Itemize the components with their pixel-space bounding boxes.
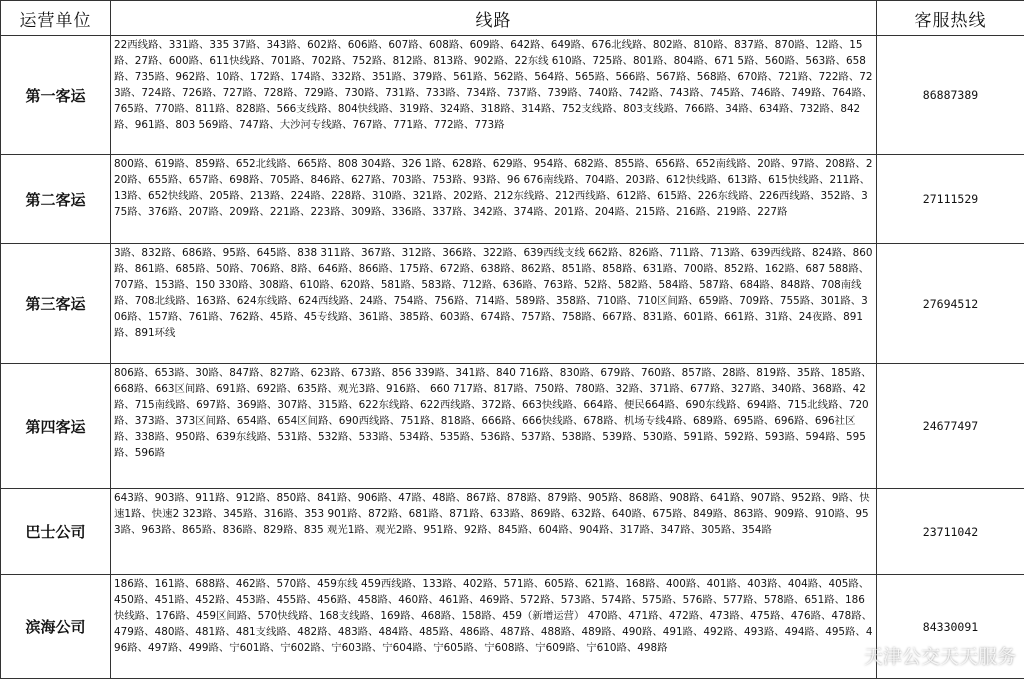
- header-unit: 运营单位: [1, 1, 111, 36]
- route-list: 800路、619路、859路、652北线路、665路、808 304路、326 1路、628路、629路、954路、682路、855路、656路、652南线路、20路、97路、208路、220路、655路、657路、698路、705路、846路、627路、703路、753路、93路、96 676南线路、704路、203路、612快线路、613路、615快线路、211路、13路、652快线路、205路、213路、224路、228路、310路、321路、202路、212东线路、212西线路、612路、615路、226东线路、226西线路、352路、375路、376路、207路、209路、221路、223路、309路、336路、337路、342路、374路、201路、204路、215路、216路、219路、227路: [111, 155, 877, 244]
- route-list: 643路、903路、911路、912路、850路、841路、906路、47路、48路、867路、878路、879路、905路、868路、908路、641路、907路、952路、9路、快速1路、快速2 323路、345路、316路、353 901路、872路、681路、871路、633路、869路、632路、640路、675路、849路、863路、909路、910路、953路、963路、865路、836路、829路、835 观光1路、观光2路、951路、92路、845路、604路、904路、317路、347路、305路、354路: [111, 489, 877, 575]
- hotline-number: 24677497: [877, 364, 1024, 489]
- route-list: 3路、832路、686路、95路、645路、838 311路、367路、312路、366路、322路、639西线支线 662路、826路、711路、713路、639西线路、824路、860路、861路、685路、50路、706路、8路、646路、866路、175路、672路、638路、862路、851路、858路、631路、700路、852路、162路、687 588路、707路、153路、150 330路、308路、610路、620路、581路、583路、712路、636路、763路、52路、582路、584路、587路、684路、848路、708南线路、708北线路、163路、624东线路、624西线路、24路、754路、756路、714路、589路、358路、710路、710区间路、659路、709路、755路、301路、306路、157路、761路、762路、45路、45专线路、361路、385路、603路、674路、757路、758路、667路、831路、601路、661路、31路、24夜路、891路、891环线: [111, 244, 877, 364]
- weibo-watermark: [838, 642, 1016, 669]
- hotline-number: 84330091: [877, 575, 1024, 679]
- operator-name: 第三客运: [1, 244, 111, 364]
- operator-name: 第四客运: [1, 364, 111, 489]
- operator-name: 滨海公司: [1, 575, 111, 679]
- hotline-number: 27694512: [877, 244, 1024, 364]
- hotline-number: 23711042: [877, 489, 1024, 575]
- route-list: 22西线路、331路、335 37路、343路、602路、606路、607路、608路、609路、642路、649路、676北线路、802路、810路、837路、870路、12路、15路、27路、600路、611快线路、701路、702路、752路、812路、813路、902路、22东线 610路、725路、801路、804路、671 5路、560路、563路、658路、735路、962路、10路、172路、174路、332路、351路、379路、561路、562路、564路、565路、566路、567路、568路、670路、721路、722路、723路、724路、726路、727路、728路、729路、730路、731路、733路、734路、737路、739路、740路、742路、743路、745路、746路、749路、764路、765路、770路、811路、828路、566支线路、804快线路、319路、324路、318路、314路、752支线路、803支线路、766路、34路、634路、732路、842路、961路、803 569路、747路、大沙河专线路、767路、771路、772路、773路: [111, 36, 877, 155]
- weibo-icon: [838, 647, 860, 665]
- operator-name: 第一客运: [1, 36, 111, 155]
- route-list: 806路、653路、30路、847路、827路、623路、673路、856 339路、341路、840 716路、830路、679路、760路、857路、28路、819路、35路、185路、668路、663区间路、691路、692路、635路、观光3路、916路、 660 717路、817路、750路、780路、32路、371路、677路、327路、340路、368路、42路、715南线路、697路、369路、307路、315路、622东线路、622西线路、372路、663快线路、664路、便民664路、690东线路、694路、715北线路、720路、373路、373区间路、654路、654区间路、690西线路、751路、818路、666路、666快线路、678路、机场专线4路、689路、695路、696路、696社区路、338路、950路、639东线路、531路、532路、533路、534路、535路、536路、537路、538路、539路、530路、591路、592路、593路、594路、595路、596路: [111, 364, 877, 489]
- table-row: [1, 155, 1024, 244]
- header-row: [1, 1, 1024, 36]
- table-row: [1, 36, 1024, 155]
- hotline-number: 27111529: [877, 155, 1024, 244]
- header-hotline: 客服热线: [877, 1, 1024, 36]
- operator-name: 第二客运: [1, 155, 111, 244]
- hotline-number: 86887389: [877, 36, 1024, 155]
- header-routes: 线路: [111, 1, 877, 36]
- table-row: [1, 364, 1024, 489]
- route-list: 186路、161路、688路、462路、570路、459东线 459西线路、133路、402路、571路、605路、621路、168路、400路、401路、403路、404路、405路、450路、451路、452路、453路、455路、456路、458路、460路、461路、469路、572路、573路、574路、575路、576路、577路、578路、651路、186快线路、176路、459区间路、570快线路、168支线路、169路、468路、158路、459（新增运营） 470路、471路、472路、473路、475路、476路、478路、479路、480路、481路、481支线路、482路、483路、484路、485路、486路、487路、488路、489路、490路、491路、492路、493路、494路、495路、496路、497路、499路、宁601路、宁602路、宁603路、宁604路、宁605路、宁608路、宁609路、宁610路、498路: [111, 575, 877, 679]
- table-row: [1, 489, 1024, 575]
- table-row: [1, 244, 1024, 364]
- watermark-text: 天津公交天天服务: [863, 646, 1016, 668]
- operator-name: 巴士公司: [1, 489, 111, 575]
